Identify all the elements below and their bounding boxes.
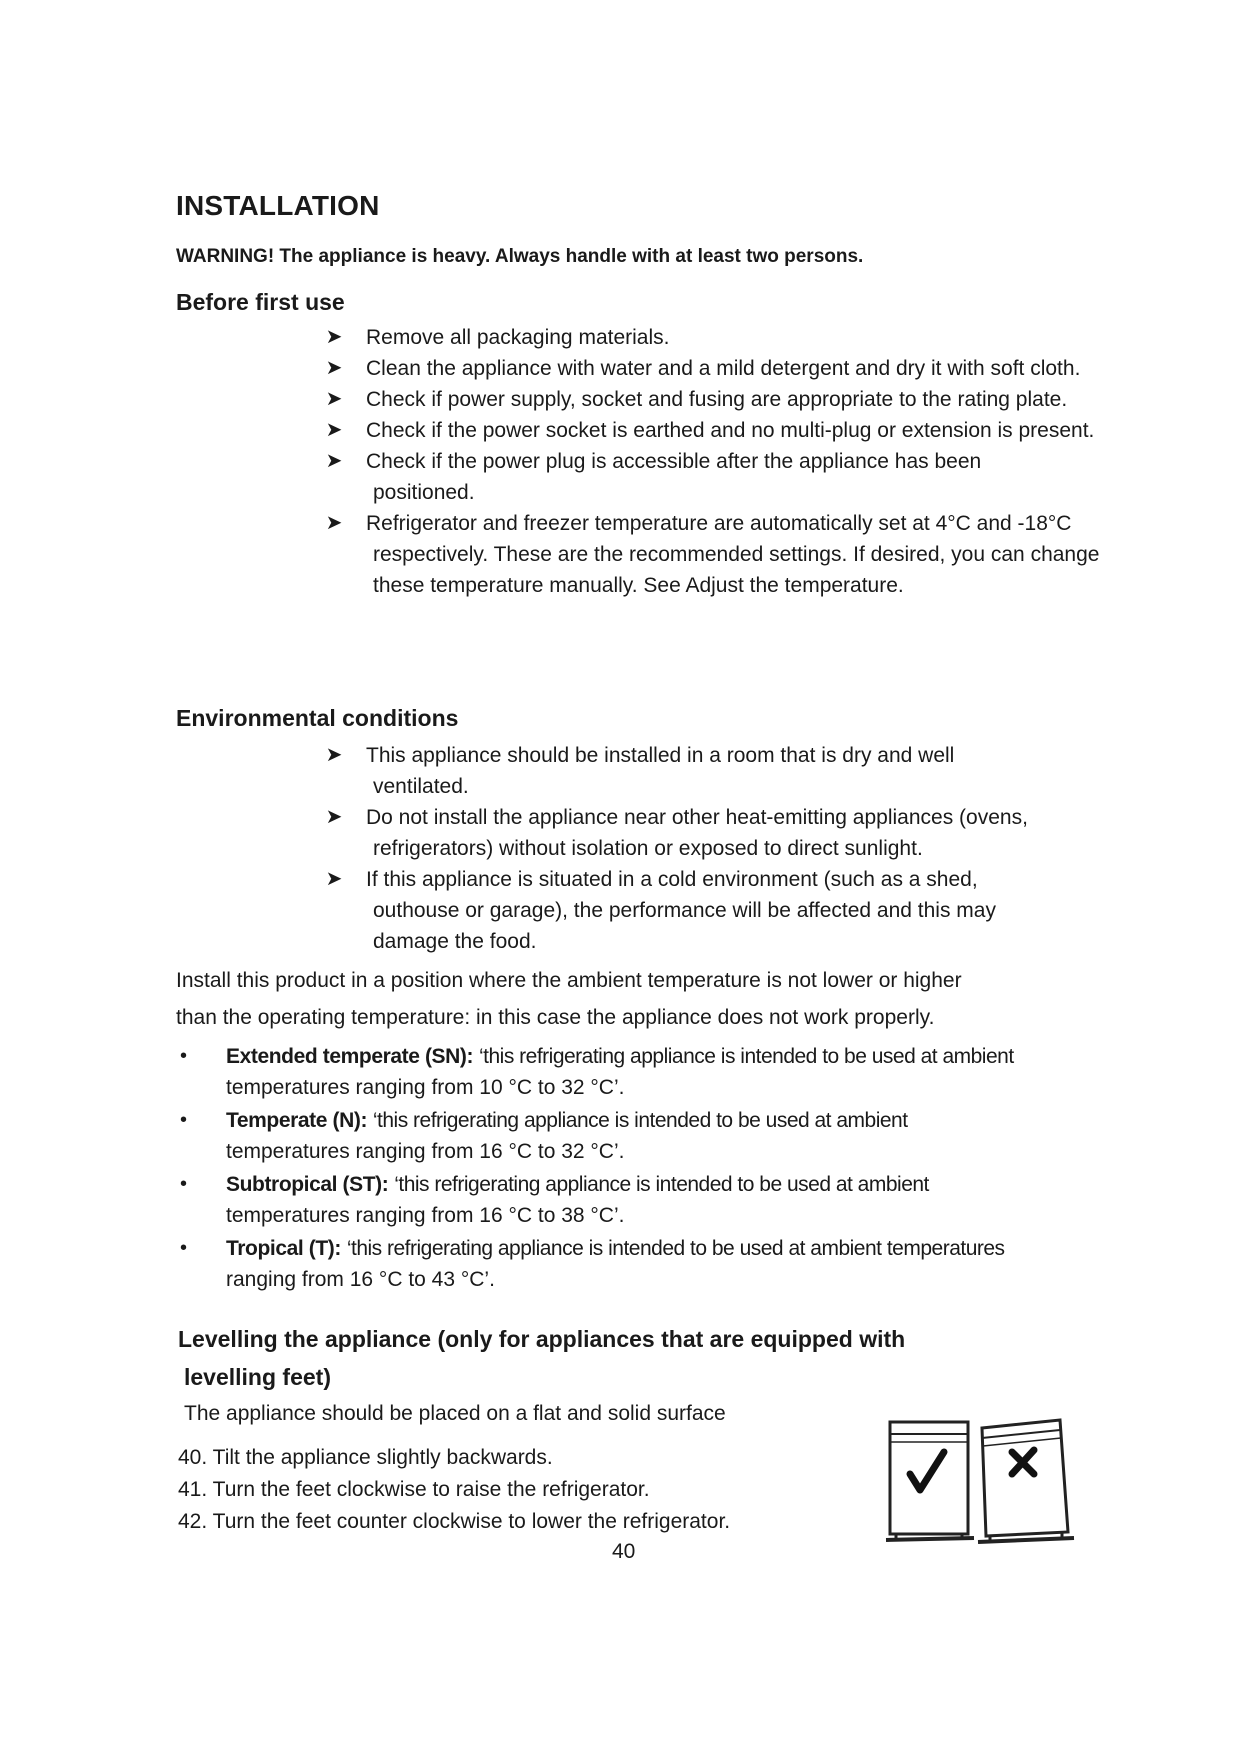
environmental-conditions-list [325, 740, 1126, 957]
arrowhead-bullet-icon: ➤ [325, 388, 343, 410]
arrowhead-bullet-icon: ➤ [325, 512, 343, 534]
arrowhead-bullet-icon: ➤ [325, 868, 343, 890]
arrowhead-bullet-icon: ➤ [325, 744, 343, 766]
list-item: ➤ Do not install the appliance near other heat-emitting appliances (ovens, refrigerators) without isolation or exposed to direct sunlight. [366, 802, 1126, 864]
list-item: • Extended temperate (SN): ‘this refrigerating appliance is intended to be used at ambient temperatures ranging from 10 °C to 32 °C’. [226, 1041, 1126, 1103]
list-item: • Tropical (T): ‘this refrigerating appliance is intended to be used at ambient temperatures ranging from 16 °C to 43 °C’. [226, 1233, 1126, 1295]
arrowhead-bullet-icon: ➤ [325, 326, 343, 348]
levelling-steps [178, 1442, 730, 1538]
dot-bullet-icon: • [180, 1173, 188, 1195]
list-item: 40. Tilt the appliance slightly backwards. [178, 1446, 553, 1469]
environmental-conditions-heading: Environmental conditions [176, 705, 459, 731]
page-number: 40 [612, 1540, 636, 1563]
list-item: ➤ Check if the power socket is earthed and no multi-plug or extension is present. [366, 415, 1136, 446]
dot-bullet-icon: • [180, 1109, 188, 1131]
tilted-appliance-cross-icon [978, 1420, 1074, 1542]
list-item: • Subtropical (ST): ‘this refrigerating appliance is intended to be used at ambient temperatures ranging from 16 °C to 38 °C’. [226, 1169, 1126, 1231]
list-item: 42. Turn the feet counter clockwise to lower the refrigerator. [178, 1510, 731, 1533]
warning-text: WARNING! The appliance is heavy. Always handle with at least two persons. [176, 246, 864, 267]
list-item: ➤ Clean the appliance with water and a mild detergent and dry it with soft cloth. [366, 353, 1136, 384]
list-item: 41. Turn the feet clockwise to raise the refrigerator. [178, 1478, 650, 1501]
climate-class-list [180, 1041, 1126, 1297]
list-item: ➤ Refrigerator and freezer temperature are automatically set at 4°C and -18°C respectively. These are the recommended settings. If desired, you can change these temperature manually. See Adjust the temperature. [366, 508, 1136, 601]
levelling-illustration [882, 1412, 1082, 1552]
dot-bullet-icon: • [180, 1237, 188, 1259]
list-item: • Temperate (N): ‘this refrigerating appliance is intended to be used at ambient temperatures ranging from 16 °C to 32 °C’. [226, 1105, 1126, 1167]
arrowhead-bullet-icon: ➤ [325, 357, 343, 379]
list-item: ➤ Check if the power plug is accessible after the appliance has been positioned. [366, 446, 1136, 508]
list-item: ➤ This appliance should be installed in a room that is dry and well ventilated. [366, 740, 1126, 802]
levelling-heading: Levelling the appliance (only for appliances that are equipped with levelling feet) [178, 1326, 906, 1390]
page-title: INSTALLATION [176, 190, 380, 221]
arrowhead-bullet-icon: ➤ [325, 450, 343, 472]
dot-bullet-icon: • [180, 1045, 188, 1067]
arrowhead-bullet-icon: ➤ [325, 806, 343, 828]
list-item: ➤ Check if power supply, socket and fusing are appropriate to the rating plate. [366, 384, 1136, 415]
levelling-intro: The appliance should be placed on a flat and solid surface [184, 1402, 726, 1425]
before-first-use-heading: Before first use [176, 289, 345, 315]
install-note: Install this product in a position where the ambient temperature is not lower or higher than the operating temperature: in this case the appliance does not work properly. [176, 969, 962, 1029]
before-first-use-list [325, 322, 1136, 601]
list-item: ➤ If this appliance is situated in a cold environment (such as a shed, outhouse or garage), the performance will be affected and this may damage the food. [366, 864, 1126, 957]
level-appliance-check-icon [886, 1422, 974, 1540]
list-item: ➤ Remove all packaging materials. [366, 322, 1136, 353]
arrowhead-bullet-icon: ➤ [325, 419, 343, 441]
